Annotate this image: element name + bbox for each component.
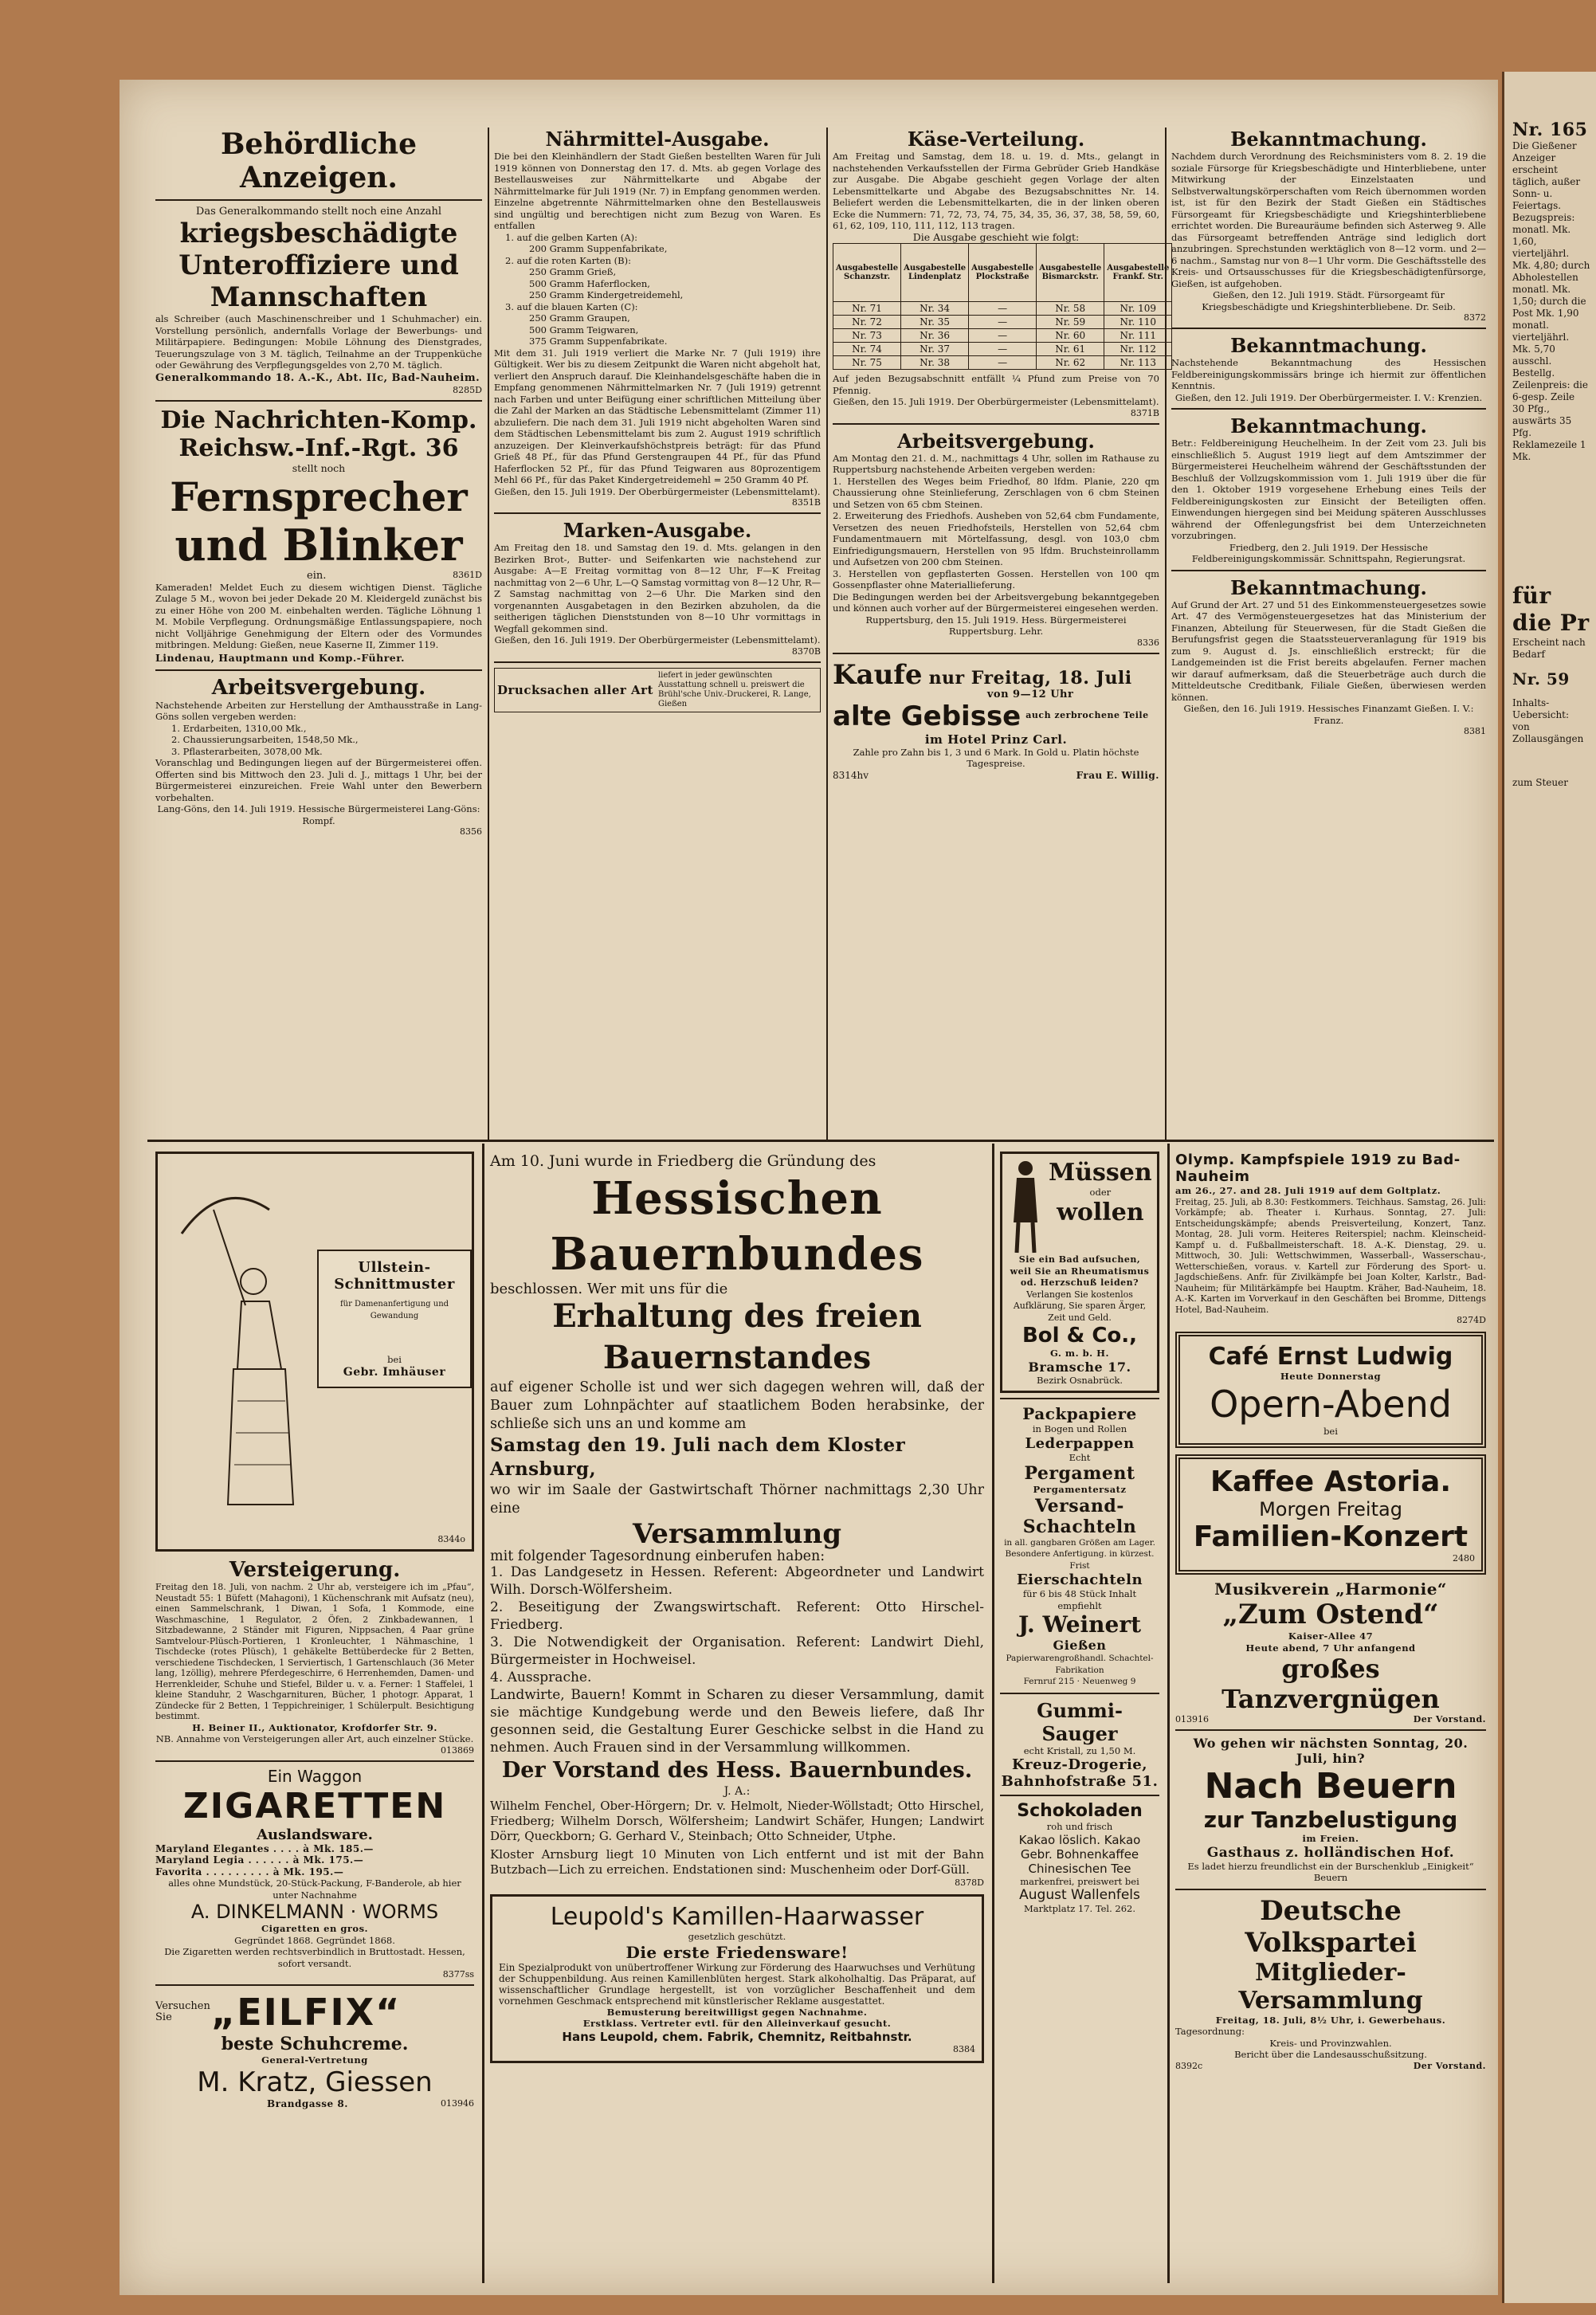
table-cell: Nr. 110 [1104, 316, 1172, 329]
olymp-ref: 8274D [1457, 1315, 1486, 1325]
olymp-body: Freitag, 25. Juli, ab 8.30: Festkommers. Teichhaus. Samstag, 26. Juli: Vorkämpfe; ab. Theater i. Kurhaus. Sonntag, 27. Juli: Entscheidungskämpfe; abends Preisverteilung, Konzert, Tanz. Montag, 28. Juli vorm. Heiteres Reiterspiel; nachm. Kleinscheid-Kampf u. d. Fußballmeisterschaft. 18. A.-K. Dienstag, 29. u. Mittwoch, 30. Juli: Wettschwimmen, Wasserball-, Wasserschau-, Wetterschießen, voraus. v. Kartell zur Förderung des Sport- u. Jagdschießens. Anfr. für Zivilkämpfe bei Joan Kolter, Karlstr., Bad-Nauheim; für Militärkämpfe bei Hauptm. Kräher, Bad-Nauheim, 18. A.-K. Karten im Vorverkauf in den Geschäften bei Bromme, Dittengs Hotel, Bad-Nauheim. [1175, 1196, 1486, 1315]
beuern-big: Nach Beuern [1204, 1766, 1457, 1807]
list-item: 1. Das Landgesetz in Hessen. Referent: Abgeordneter und Landwirt Wilh. Dorsch-Wölfersheim. [490, 1564, 984, 1598]
eilfix-gen: General-Vertretung [261, 2054, 368, 2066]
bauern-big: Hessischen Bauernbundes [550, 1172, 924, 1281]
table-row [833, 329, 1172, 343]
kriegs-body: als Schreiber (auch Maschinenschreiber und 1 Schuhmacher) ein. Vorstellung persönlich, andernfalls Vorlage der Bewerbungs- und Militärpapiere. Bedingungen: Mobile Löhnung des Dienstgrades, Teuerungszulage von 3 M. täglich, Teilnahme an der Truppenküche oder Gewährung des Verpflegungsgeldes von 2,70 M. täglich. [155, 313, 482, 371]
gen-line: Das Generalkommando stellt noch eine Anzahl [195, 206, 442, 218]
harm-sig: Der Vorstand. [1413, 1714, 1486, 1724]
gebiss-date: nur Freitag, 18. Juli [928, 667, 1132, 689]
table-cell: — [969, 316, 1037, 329]
bek2-body: Nachstehende Bekanntmachung des Hessischen Feldbereinigungskommissärs bringe ich hiermit zur öffentlichen Kenntnis. [1171, 357, 1486, 391]
table-header: Ausgabestelle Bismarckstr. [1037, 244, 1104, 302]
table-cell: Nr. 59 [1037, 316, 1104, 329]
muessen-body: Sie ein Bad aufsuchen, weil Sie an Rheumatismus od. Herzschuß leiden? [1010, 1254, 1150, 1288]
beuern-gast: Gasthaus z. holländischen Hof. [1206, 1844, 1455, 1861]
column-4 [1171, 128, 1486, 1136]
cafe-big: Opern-Abend [1210, 1382, 1452, 1426]
bek1-sig: Gießen, den 12. Juli 1919. Städt. Fürsorgeamt für Kriegsbeschädigte und Kriegshinterbliebene. Dr. Seib. [1202, 289, 1456, 312]
gummi-title: Gummi-Sauger [1037, 1698, 1123, 1745]
pack-line: Echt [1069, 1451, 1091, 1463]
kaese-title: Käse-Verteilung. [907, 128, 1085, 151]
pack-line: Pergamentersatz [1033, 1484, 1127, 1495]
edge-nr2: Nr. 59 [1512, 669, 1570, 689]
eilfix-firm: M. Kratz, Giessen [197, 2066, 433, 2098]
edge-line: Reklamezeile 1 Mk. [1512, 439, 1586, 462]
ullstein-line2: Schnittmuster [334, 1276, 455, 1293]
list-item: Maryland Legia . . . . . . à Mk. 175.— [155, 1854, 364, 1866]
kriegs-ref: 8285D [453, 384, 482, 395]
druck-left: Drucksachen aller Art [497, 682, 653, 697]
gebiss-body: Zahle pro Zahn bis 1, 3 und 6 Mark. In Gold u. Platin höchste Tagespreise. [853, 746, 1139, 769]
list-item: 500 Gramm Teigwaren, [529, 324, 639, 335]
kaese-folgt: Die Ausgabe geschieht wie folgt: [912, 230, 1080, 243]
gebiss-ad [833, 659, 1159, 700]
harmonie-ad [1175, 1579, 1486, 1724]
beuern-big2: zur Tanzbelustigung [1203, 1807, 1458, 1833]
naehr-list [494, 232, 821, 347]
column-3-bottom [1000, 1152, 1159, 2283]
table-cell: Nr. 34 [901, 302, 969, 316]
verst-ref: 013869 [441, 1744, 474, 1756]
edge-nr: Nr. 165 [1512, 120, 1588, 140]
arb2-item-2: 2. Erweiterung des Friedhofs. Ausheben von 52,64 cbm Fundamente, Versetzen des neuen Friedhofsteils, Herstellen von 52,64 cbm Fundamentmauern mit Mörtelfassung, desgl. von 103,0 cbm Einfriedigungsmauern, Herstellen von 95 lfdm. Bruchsteinrollamm und Aufsetzen von 200 cbm Steinen. [833, 510, 1159, 567]
bauern-names: Wilhelm Fenchel, Ober-Hörgern; Dr. v. Helmolt, Nieder-Wöllstadt; Otto Hirschel, Friedberg; Wilhelm Dorsch, Wölfersheim; Landwirt Schäfer, Hungen; Landwirt Dörr, Queckborn; G. Gerhard V., Steinbach; Otto Schneider, Utphe. [490, 1799, 984, 1843]
schoko-ad [1000, 1801, 1159, 1915]
dvp-item: Bericht über die Landesausschußsitzung. [1234, 2049, 1427, 2060]
pack-line: für 6 bis 48 Stück Inhalt empfiehlt [1022, 1588, 1137, 1611]
leupold-ad [490, 1894, 984, 2063]
zig-sub: Auslandsware. [257, 1826, 373, 1843]
adjacent-page-edge [1502, 72, 1596, 2303]
bek3-title: Bekanntmachung. [1230, 414, 1427, 437]
weinert-name: J. Weinert [1018, 1611, 1142, 1638]
bek1-title: Bekanntmachung. [1230, 128, 1427, 151]
zig-founded: Gegründet 1868. Gegründet 1868. [234, 1934, 395, 1946]
bek1-ref: 8372 [1464, 312, 1486, 323]
eilfix-sub: beste Schuhcreme. [221, 2034, 409, 2054]
druck-right: liefert in jeder gewünschten Ausstattung schnell u. preiswert die Brühl'sche Univ.-Druckerei, R. Lange, Gießen [657, 670, 811, 708]
arbeit-list [155, 723, 482, 758]
table-cell: Nr. 72 [833, 316, 901, 329]
edge-line: Sonn- u. Feiertags. [1512, 188, 1562, 211]
table-cell: Nr. 73 [833, 329, 901, 343]
naehr-body2: Mit dem 31. Juli 1919 verliert die Marke Nr. 7 (Juli 1919) ihre Gültigkeit. Wer bis zu diesem Zeitpunkt die Waren nicht abgeholt hat, verliert den Anspruch darauf. Die Kleinhandelsgeschäfte haben die in Empfang genommenen Nährmittelmarken Nr. 7 (Juli 1919) getrennt nach Farben und unter Beifügung einer schriftlichen Mitteilung über die Zahl der Marken an das Städtische Lebensmittelamt (Zimmer 11) abzuliefern. Die nach dem 31. Juli 1919 nicht abgeholten Waren sind dem Städtischen Lebensmittelamt bis zum 2. August 1919 schriftlich anzuzeigen. Der Kleinverkaufshöchstpreis beträgt: für das Pfund Grieß 48 Pf., für das Pfund Gerstengraupen 44 Pf., für das Pfund Haferflocken 52 Pf., für das Pfund Teigwaren aus 80prozentigem Mehl 66 Pf., für das Paket Kindergetreidemehl = 250 Gramm 40 Pf. [494, 347, 821, 485]
bauern-vers: Versammlung [632, 1518, 842, 1550]
gummi-ad [1000, 1699, 1159, 1791]
schoko-item: roh und frisch [1046, 1821, 1113, 1832]
verst-body: Freitag den 18. Juli, von nachm. 2 Uhr ab, versteigere ich im „Pfau“, Neustadt 55: 1 Büfett (Mahagoni), 1 Küchenschrank mit Aufsatz (neu), einen Sammelschrank, 1 Diwan, 1 Sofa, 1 Kommode, eine Waschmaschine, 1 Regulator, 2 Öfen, 2 Zinkbadewannen, 1 Sitzbadewanne, 2 Ständer mit Figuren, Nippsachen, 4 Paar grüne Samtvelour-Plüsch-Portieren, 1 Kronleuchter, 1 Nähmaschine, 1 Tischdecke (rotes Plüsch), 1 gehäkelte Bettüberdecke für 2 Betten, verschiedene Tischdecken, 1 Serviertisch, 1 Gartenschlauch (36 Meter lang, 1zöllig), mehrere Pferdegeschirre, 6 Herrenhemden, Damen- und Herrenkleider, Schuhe und Stiefel, Bilder u. v. a. Ferner: 1 Staffelei, 1 kleine Standuhr, 2 Waschgarnituren, Bücher, 1 photogr. Apparat, 1 Zündecke für 2 Betten, 1 Teppichreiniger, 1 Schülerpult. Besichtigung bestimmt. [155, 1582, 474, 1721]
arb2-body: Am Montag den 21. d. M., nachmittags 4 Uhr, sollen im Rathause zu Ruppertsburg nachstehende Arbeiten vergeben werden: [833, 452, 1159, 475]
bek4-sig: Gießen, den 16. Juli 1919. Hessisches Finanzamt Gießen. I. V.: Franz. [1183, 703, 1474, 726]
cafe-bei: bei [1323, 1425, 1338, 1437]
arbeit-body2: Voranschlag und Bedingungen liegen auf der Bürgermeisterei offen. Offerten sind bis Mittwoch den 23. Juli d. J., mittags 1 Uhr, bei der Bürgermeisterei einzureichen. Freie Wahl unter den Bewerbern vorbehalten. [155, 757, 482, 803]
edge-inhalt: Inhalts-Uebersicht: [1512, 697, 1570, 720]
ullstein-ad [155, 1152, 474, 1552]
pack-line: Lederpappen [1025, 1434, 1135, 1452]
column-2-bottom [490, 1152, 984, 2283]
schoko-firm: August Wallenfels [1019, 1887, 1140, 1903]
eilfix-pre: Versuchen Sie [155, 1999, 210, 2023]
gebiss-hotel: im Hotel Prinz Carl. [924, 732, 1068, 747]
beuern-line: Wo gehen wir nächsten Sonntag, 20. Juli, hin? [1193, 1736, 1469, 1766]
bauern-list [490, 1564, 984, 1686]
list-item: 3. Pflasterarbeiten, 3078,00 Mk. [171, 745, 323, 757]
edge-line: 30 Pfg., auswärts 35 Pfg. [1512, 403, 1572, 438]
harm-big: „Zum Ostend“ [1222, 1599, 1439, 1630]
leup-firm: Hans Leupold, chem. Fabrik, Chemnitz, Reitbahnstr. [562, 2029, 912, 2044]
bauern-body: auf eigener Scholle ist und wer sich dagegen wehren will, daß der Bauer zum Lohnpächter auf staatlichem Boden herabsinke, der schließe sich uns an und komme am [490, 1379, 984, 1432]
marken-ref: 8370B [791, 645, 821, 657]
woman-with-parasol-illustration [166, 1162, 301, 1528]
leup-vertr: Erstklass. Vertreter evtl. für den Alleinverkauf gesucht. [582, 2018, 892, 2029]
verst-sig: H. Beiner II., Auktionator, Krofdorfer Str. 9. [192, 1721, 437, 1733]
gummi-body: echt Kristall, zu 1,50 M. [1023, 1744, 1136, 1756]
weinert-sub: Papierwarengroßhandl. Schachtel-Fabrikation [1006, 1654, 1154, 1675]
bauern-big2: Erhaltung des freien Bauernstandes [552, 1297, 922, 1376]
muessen-addr: Bramsche 17. [1028, 1359, 1131, 1375]
weinert-city: Gießen [1053, 1638, 1107, 1653]
dvp-sig: Der Vorstand. [1413, 2060, 1486, 2071]
nachr-body: Kameraden! Meldet Euch zu diesem wichtigen Dienst. Tägliche Zulage 5 M., wovon bei jeder Dekade 20 M. Kleidergeld zunächst bis zu einer Höhe von 200 M. einbehalten werden. Tägliche Löhnung 1 M. Mobile Verpflegung. Ordnungsmäßige Entlassungspapiere, noch nicht Volljährige Genehmigung der Eltern oder des Vormundes mitbringen. Meldung: Gießen, neue Kaserne II, Zimmer 119. [155, 581, 482, 650]
harm-ref: 013916 [1175, 1714, 1209, 1724]
section-rule [147, 1140, 1494, 1142]
table-cell: Nr. 36 [901, 329, 969, 343]
muessen-gmbh: G. m. b. H. [1049, 1348, 1109, 1359]
dvp-big2: Mitglieder-Versammlung [1238, 1958, 1423, 2015]
zig-big: ZIGARETTEN [182, 1785, 447, 1826]
arb2-sig: Ruppertsburg, den 15. Juli 1919. Hess. Bürgermeisterei Ruppertsburg. Lehr. [865, 614, 1127, 637]
harm-time: Heute abend, 7 Uhr anfangend [1245, 1642, 1416, 1654]
list-item: 4. Aussprache. [490, 1670, 592, 1685]
table-cell: Nr. 75 [833, 356, 901, 370]
table-cell: Nr. 61 [1037, 343, 1104, 356]
naehr-title: Nährmittel-Ausgabe. [545, 128, 770, 151]
edge-line: Zeilenpreis: die 6-gesp. Zeile [1512, 379, 1588, 402]
edge-line: Post Mk. 1,90 monatl. vierteljährl. [1512, 308, 1579, 343]
leup-slogan: Die erste Friedensware! [625, 1942, 849, 1962]
column-3 [833, 128, 1170, 1136]
schoko-item: Chinesischen Tee [1028, 1861, 1131, 1876]
table-cell: Nr. 58 [1037, 302, 1104, 316]
schoko-note: markenfrei, preiswert bei [1020, 1875, 1139, 1887]
cafe-sub: Heute Donnerstag [1280, 1371, 1382, 1382]
gummi-addr: Bahnhofstraße 51. [1001, 1773, 1159, 1790]
ullstein-ref: 8344o [437, 1534, 465, 1544]
pack-line: Eierschachteln [1016, 1571, 1143, 1588]
column-rule [1167, 1144, 1170, 2283]
list-item: 3. Die Notwendigkeit der Organisation. Referent: Landwirt Diehl, Bürgermeister in Hochweisel. [490, 1634, 984, 1668]
zig-firm-sub: Cigaretten en gros. [261, 1923, 369, 1934]
astoria-sub: Morgen Freitag [1259, 1498, 1402, 1520]
column-rule [826, 128, 828, 1140]
table-row [833, 356, 1172, 370]
column-1-bottom [155, 1152, 474, 2283]
olymp-title: Olymp. Kampfspiele 1919 zu Bad-Nauheim [1175, 1152, 1461, 1185]
bauern-ref: 8378D [955, 1878, 984, 1888]
bek2-title: Bekanntmachung. [1230, 334, 1427, 357]
leup-sub: gesetzlich geschützt. [688, 1931, 786, 1942]
list-item: 250 Gramm Kindergetreidemehl, [529, 289, 684, 300]
man-illustration [1007, 1159, 1044, 1254]
table-cell: Nr. 38 [901, 356, 969, 370]
marken-body: Am Freitag den 18. und Samstag den 19. d. Mts. gelangen in den Bezirken Brot-, Butter- und Seifenkarten wie nachstehend zur Ausgabe: A—E Freitag vormittag von 8—12 Uhr, F—K Freitag nachmittag von 2—6 Uhr, L—Q Samstag vormittag von 8—12 Uhr, R—Z Samstag nachmittag von 2—6 Uhr. Die Marken sind den vorgenannten Ausgabetagen in den Bezirken abzuholen, da die seitherigen täglichen Dienststunden von 8—10 Uhr vormittags in Wegfall gekommen sind. [494, 542, 821, 634]
table-cell: Nr. 112 [1104, 343, 1172, 356]
pack-line: in all. gangbaren Größen am Lager. Besondere Anfertigung. in kürzest. Frist [1004, 1537, 1155, 1571]
nachr-line1: Die Nachrichten-Komp. [160, 406, 477, 434]
eilfix-big: „EILFIX“ [211, 1991, 402, 2034]
bek3-body: Betr.: Feldbereinigung Heuchelheim. In der Zeit vom 23. Juli bis einschließlich 5. August 1919 liegt auf dem Amtszimmer der Bürgermeisterei Heuchelheim während der Geschäftsstunden der Beschluß der Vollzugskommission vom 1. Juli 1919 über die für den 1. Oktober 1919 vorgesehene Erhebung eines Teils der Feldbereinigungskosten zur Einsicht der Beteiligten offen. Einwendungen hiergegen sind bei Meidung späteren Ausschlusses während der Offenlegungsfrist bei dem Unterzeichneten vorzubringen. [1171, 437, 1486, 541]
zig-line1: Ein Waggon [267, 1766, 363, 1786]
schoko-item: Gebr. Bohnenkaffee [1020, 1846, 1139, 1862]
kaese-foot: Auf jeden Bezugsabschnitt entfällt ¼ Pfund zum Preise von 70 Pfennig. [833, 373, 1159, 396]
bek4-title: Bekanntmachung. [1230, 575, 1427, 599]
muessen-bez: Bezirk Osnabrück. [1036, 1374, 1123, 1386]
astoria-big: Familien-Konzert [1193, 1520, 1469, 1553]
pack-line: in Bogen und Rollen [1032, 1423, 1127, 1434]
kaese-ref: 8371B [1130, 407, 1159, 418]
nachr-big1: Fernsprecher [170, 473, 468, 520]
bauern-intro: Am 10. Juni wurde in Friedberg die Gründung des [490, 1152, 876, 1170]
table-cell: Nr. 37 [901, 343, 969, 356]
column-2 [494, 128, 821, 1136]
column-1 [155, 128, 482, 1136]
muessen-big2: wollen [1057, 1198, 1144, 1226]
dvp-item: Kreis- und Provinzwahlen. [1269, 2037, 1392, 2049]
gebiss-firm: Frau E. Willig. [1076, 769, 1159, 781]
harm-line: Musikverein „Harmonie“ [1214, 1579, 1447, 1599]
bauern-body2: wo wir im Saale der Gastwirtschaft Thörner nachmittags 2,30 Uhr eine [490, 1482, 984, 1517]
newspaper-page [120, 80, 1498, 2295]
astoria-ref: 2480 [1453, 1553, 1475, 1564]
table-cell: Nr. 62 [1037, 356, 1104, 370]
arbeit-title: Arbeitsvergebung. [211, 675, 426, 700]
table-cell: Nr. 111 [1104, 329, 1172, 343]
table-row [833, 316, 1172, 329]
ullstein-label [317, 1250, 472, 1388]
table-header: Ausgabestelle Plockstraße [969, 244, 1037, 302]
bauern-tag: mit folgender Tagesordnung einberufen haben: [490, 1548, 825, 1564]
table-cell: — [969, 329, 1037, 343]
astoria-ad [1175, 1454, 1486, 1575]
eilfix-addr: Brandgasse 8. [267, 2097, 348, 2109]
edge-line: Bezugspreis: [1512, 212, 1575, 223]
beuern-ad [1175, 1736, 1486, 1884]
verst-title: Versteigerung. [229, 1558, 401, 1582]
table-cell: Nr. 60 [1037, 329, 1104, 343]
bek3-sig: Friedberg, den 2. Juli 1919. Der Hessische Feldbereinigungskommissär. Schnittspahn, Regierungsrat. [1191, 541, 1466, 564]
behoerde-title: Behördliche Anzeigen. [220, 128, 417, 194]
muessen-oder: oder [1089, 1187, 1112, 1198]
bauern-body3: Landwirte, Bauern! Kommt in Scharen zu dieser Versammlung, damit sie mächtige Kundgebung werde und den Beweis liefere, daß Ihr gesonnen seid, die Gestaltung Eurer Geschicke selbst in die Hand zu nehmen. Auch Frauen sind in der Versammlung willkommen. [490, 1687, 984, 1756]
edge-zum: zum Steuer [1512, 777, 1568, 788]
dvp-time: Freitag, 18. Juli, 8½ Uhr, i. Gewerbehaus. [1215, 2014, 1446, 2026]
naehr-body: Die bei den Kleinhändlern der Stadt Gießen bestellten Waren für Juli 1919 können von Donnerstag den 17. d. Mts. ab gegen Vorlage des Bestellausweises zur Nährmittelkarte und Abgabe der Nährmittelmarke für Juli 1919 (Nr. 7) in Empfang genommen werden. Einzelne abgetrennte Nährmittelmarken ohne den Bestellausweis sind ungültig und berechtigen nicht zum Bezug von Waren. Es entfallen [494, 151, 821, 231]
kaese-body: Am Freitag und Samstag, dem 18. u. 19. d. Mts., gelangt in nachstehenden Verkaufsstellen der Firma Gebrüder Grieb Handkäse zur Ausgabe. Die Abgabe geschieht gegen Vorlage der alten Lebensmittelkarte und Abgabe des Bezugsabschnittes Nr. 14. Beliefert werden die Lebensmittelkarten, die in der linken oberen Ecke die Nummern: 71, 72, 73, 74, 75, 34, 35, 36, 37, 38, 58, 59, 60, 61, 62, 109, 110, 111, 112, 113 tragen. [833, 151, 1159, 231]
list-item: 2. auf die roten Karten (B): [505, 254, 631, 266]
edge-erscheint: Erscheint nach Bedarf [1512, 637, 1586, 660]
bauern-foot: Kloster Arnsburg liegt 10 Minuten von Lich entfernt und ist mit der Bahn Butzbach—Lich zu erreichen. Endstationen sind: Muschenheim oder Dorf-Güll. [490, 1847, 984, 1877]
gebiss-kaufe: Kaufe [833, 658, 923, 691]
kriegs-sig: Generalkommando 18. A.-K., Abt. IIc, Bad-Nauheim. [155, 371, 480, 384]
leup-body: Ein Spezialprodukt von unübertroffener Wirkung zur Förderung des Haarwuchses und Verhütung der Schuppenbildung. Aus reinen Kamillenblüten hergest. Stark alkoholhaltig. Das Präparat, auf wissenschaftlicher Grundlage hergestellt, ist von vorzüglicher Beschaffenheit und dem vornehmen Geschmack entsprechend mit künstlerischer Reklame ausgestattet. [499, 1961, 975, 2007]
zig-list [155, 1843, 474, 1878]
table-cell: — [969, 302, 1037, 316]
marken-sig: Gießen, den 16. Juli 1919. Der Oberbürgermeister (Lebensmittelamt). [494, 634, 821, 645]
list-item: 250 Gramm Grieß, [529, 266, 617, 277]
gummi-firm: Kreuz-Drogerie, [1011, 1756, 1148, 1773]
kaese-table [833, 243, 1172, 370]
table-cell: Nr. 71 [833, 302, 901, 316]
bauern-date: Samstag den 19. Juli nach dem Kloster Arnsburg, [490, 1434, 906, 1480]
bek1-body: Nachdem durch Verordnung des Reichsministers vom 8. 2. 19 die soziale Fürsorge für Kriegsbeschädigte und Hinterbliebene, unter Mitwirkung der Einzelstaaten und Selbstverwaltungskörperschaften vom Reich übernommen worden ist, ist für den Bezirk der Stadt Gießen ein Städtisches Fürsorgeamt für Kriegsbeschädigte und Kriegshinterbliebene errichtet worden. Die Bureauräume befinden sich Asterweg 9. Alle das Fürsorgeamt betreffenden Anträge sind lediglich dort anzubringen. Sprechstunden werktäglich von 8—12 vorm. und 2—6 nachm., Samstag nur von 8—1 Uhr vorm. Die Geschäftsstelle des Kreis- und Ortsausschusses für die Kriegsbeschädigtenfürsorge, Gießen, ist aufgehoben. [1171, 151, 1486, 289]
nachr-big2: und Blinker [175, 519, 463, 571]
arbeit-body: Nachstehende Arbeiten zur Herstellung der Amthausstraße in Lang-Göns sollen vergeben werden: [155, 699, 482, 722]
zig-body: alles ohne Mundstück, 20-Stück-Packung, F-Banderole, ab hier unter Nachnahme [168, 1878, 461, 1901]
edge-line: monatl. Mk. 1,60, vierteljährl. [1512, 224, 1571, 259]
harm-big2: großes Tanzvergnügen [1222, 1654, 1440, 1714]
bek4-body: Auf Grund der Art. 27 und 51 des Einkommensteuergesetzes sowie Art. 47 des Vermögensteuergesetzes hat das Ministerium der Finanzen, Abteilung für Steuerwesen, für die Stadt Gießen die Berufungsfrist gegen die Staatssteuerveranlagung für 1919 bis zum 9. August d. Js. einschließlich erstreckt; für die Landgemeinden ist die Frist bereits abgelaufen. Ferner machen wir darauf aufmerksam, daß die Steuerbeträge auch durch die Mitteldeutsche Creditbank, Filiale Gießen, überwiesen werden können. [1171, 598, 1486, 703]
dvp-ad [1175, 1895, 1486, 2071]
list-item: 3. auf die blauen Karten (C): [505, 300, 638, 312]
edge-line: Die Gießener Anzeiger erscheint täglich, außer [1512, 140, 1581, 187]
table-cell: Nr. 113 [1104, 356, 1172, 370]
nachr-line2: Reichsw.-Inf.-Rgt. 36 [178, 434, 459, 462]
druck-ad [494, 668, 821, 712]
gebiss-side: auch zerbrochene Teile [1025, 710, 1149, 721]
muessen-body2: Verlangen Sie kostenlos Aufklärung, Sie sparen Ärger, Zeit und Geld. [1013, 1289, 1147, 1323]
table-row [833, 302, 1172, 316]
bauern-line: beschlossen. Wer mit uns für die [490, 1281, 728, 1297]
edge-inhalt2: von Zollausgängen [1512, 721, 1584, 744]
table-cell: Nr. 74 [833, 343, 901, 356]
gebiss-ref: 8314hv [833, 769, 869, 781]
list-item: 250 Gramm Graupen, [529, 312, 630, 324]
zig-ref: 8377ss [442, 1969, 474, 1980]
leup-ref: 8384 [953, 2043, 975, 2054]
dvp-tag: Tagesordnung: [1175, 2026, 1245, 2037]
eilfix-ref: 013946 [441, 2097, 474, 2109]
verst-nb: NB. Annahme von Versteigerungen aller Art, auch einzelner Stücke. [155, 1733, 474, 1744]
arbeit-ref: 8356 [460, 826, 482, 837]
pack-line: Pergament [1024, 1463, 1135, 1484]
dvp-big: Deutsche Volkspartei [1245, 1894, 1417, 1959]
bauern-vorstand: Der Vorstand des Hess. Bauernbundes. [501, 1758, 973, 1783]
naehr-ref: 8351B [791, 497, 821, 508]
list-item: Maryland Elegantes . . . . à Mk. 185.— [155, 1842, 374, 1854]
pack-line: Versand-Schachteln [1022, 1495, 1137, 1537]
edge-line: Mk. 4,80; durch Abholestellen [1512, 260, 1590, 283]
edge-fuer: für die Pr [1512, 583, 1590, 636]
olymp-sub: am 26., 27. and 28. Juli 1919 auf dem Goltplatz. [1175, 1185, 1441, 1196]
bek2-sig: Gießen, den 12. Juli 1919. Der Oberbürgermeister. I. V.: Krenzien. [1174, 391, 1483, 403]
pack-ad [1000, 1404, 1159, 1688]
table-cell: — [969, 343, 1037, 356]
ullstein-line3: für Damenanfertigung und Gewandung [339, 1300, 449, 1320]
arb2-title: Arbeitsvergebung. [897, 429, 1095, 453]
weinert-phone: Fernruf 215 · Neuenweg 9 [1023, 1677, 1136, 1686]
muessen-big1: Müssen [1049, 1159, 1152, 1187]
table-header: Ausgabestelle Schanzstr. [833, 244, 901, 302]
edge-line: Mk. 5,70 ausschl. Bestellg. [1512, 343, 1555, 379]
ullstein-firm: Gebr. Imhäuser [343, 1365, 446, 1379]
muessen-firm: Bol & Co., [1022, 1324, 1138, 1348]
list-item: 1. Erdarbeiten, 1310,00 Mk., [171, 722, 307, 734]
zig-firm: A. DINKELMANN · WORMS [190, 1901, 439, 1923]
arb2-item-1: 1. Herstellen des Weges beim Friedhof, 80 lfdm. Planie, 220 qm Chaussierung ohne Steinlieferung, Zerschlagen von 6 cbm Steinen und Setzen von 65 cbm Steinen. [833, 475, 1159, 510]
table-cell: Nr. 35 [901, 316, 969, 329]
arb2-ref: 8336 [1137, 637, 1159, 648]
kriegs-title: kriegsbeschädigte Unteroffiziere und Mannschaften [178, 218, 459, 313]
schoko-addr: Marktplatz 17. Tel. 262. [1023, 1903, 1136, 1914]
leup-title: Leupold's Kamillen-Haarwasser [550, 1903, 924, 1931]
list-item: 1. auf die gelben Karten (A): [505, 231, 637, 243]
table-cell: Nr. 109 [1104, 302, 1172, 316]
cafe-title: Café Ernst Ludwig [1208, 1343, 1453, 1371]
nachr-line3: stellt noch [292, 461, 346, 474]
schoko-item: Kakao löslich. Kakao [1018, 1832, 1141, 1847]
column-rule [488, 128, 489, 1140]
astoria-title: Kaffee Astoria. [1210, 1466, 1451, 1498]
column-rule [482, 1144, 484, 2283]
leup-bem: Bemusterung bereitwilligst gegen Nachnahme. [606, 2006, 868, 2018]
nachr-ref: 8361D [453, 569, 482, 580]
gebiss-time: von 9—12 Uhr [986, 688, 1074, 700]
beuern-inv: Es ladet hierzu freundlichst ein der Burschenklub „Einigkeit“ Beuern [1187, 1860, 1474, 1883]
list-item: Favorita . . . . . . . . . à Mk. 195.— [155, 1866, 344, 1878]
list-item: 200 Gramm Suppenfabrikate, [529, 243, 668, 254]
beuern-frei: im Freien. [1302, 1833, 1359, 1844]
zig-note: Die Zigaretten werden rechtsverbindlich in Bruttostadt. Hessen, sofort versandt. [164, 1946, 465, 1969]
list-item: 500 Gramm Haferflocken, [529, 277, 650, 289]
column-4-bottom [1175, 1152, 1486, 2283]
arb2-body2: Die Bedingungen werden bei der Arbeitsvergebung bekanntgegeben und können auch vorher auf der Bürgermeisterei eingesehen werden. [833, 591, 1159, 614]
arbeit-sig: Lang-Göns, den 14. Juli 1919. Hessische Bürgermeisterei Lang-Göns: Rompf. [157, 803, 480, 826]
edge-line: monatl. Mk. 1,50; durch die [1512, 284, 1586, 307]
nachr-sig: Lindenau, Hauptmann und Komp.-Führer. [155, 651, 406, 664]
cafe-ad [1175, 1332, 1486, 1448]
schoko-title: Schokoladen [1017, 1801, 1143, 1821]
naehr-sig: Gießen, den 15. Juli 1919. Der Oberbürgermeister (Lebensmittelamt). [494, 485, 821, 497]
muessen-ad [1000, 1152, 1159, 1393]
marken-title: Marken-Ausgabe. [563, 519, 752, 542]
table-header: Ausgabestelle Frankf. Str. [1104, 244, 1172, 302]
bek4-ref: 8381 [1464, 726, 1486, 736]
table-header: Ausgabestelle Lindenplatz [901, 244, 969, 302]
bauern-ia: J. A.: [723, 1785, 751, 1798]
ullstein-line1: Ullstein- [358, 1259, 431, 1276]
table-cell: — [969, 356, 1037, 370]
list-item: 2. Beseitigung der Zwangswirtschaft. Referent: Otto Hirschel-Friedberg. [490, 1599, 984, 1633]
nachr-ein: ein. [307, 569, 327, 582]
table-row [833, 343, 1172, 356]
list-item: 2. Chaussierungsarbeiten, 1548,50 Mk., [171, 734, 359, 745]
pack-line: Packpapiere [1022, 1404, 1137, 1423]
ullstein-bei: bei [387, 1354, 402, 1365]
dvp-ref: 8392c [1175, 2060, 1203, 2071]
gebiss-big: alte Gebisse [833, 700, 1022, 732]
kaese-sig: Gießen, den 15. Juli 1919. Der Oberbürgermeister (Lebensmittelamt). [833, 396, 1159, 407]
list-item: 375 Gramm Suppenfabrikate. [529, 335, 668, 347]
column-rule [992, 1144, 994, 2283]
harm-addr: Kaiser-Allee 47 [1288, 1630, 1374, 1642]
arb2-item-3: 3. Herstellen von gepflasterten Gossen. Herstellen von 100 qm Gossenpflaster ohne Materiallieferung. [833, 567, 1159, 591]
